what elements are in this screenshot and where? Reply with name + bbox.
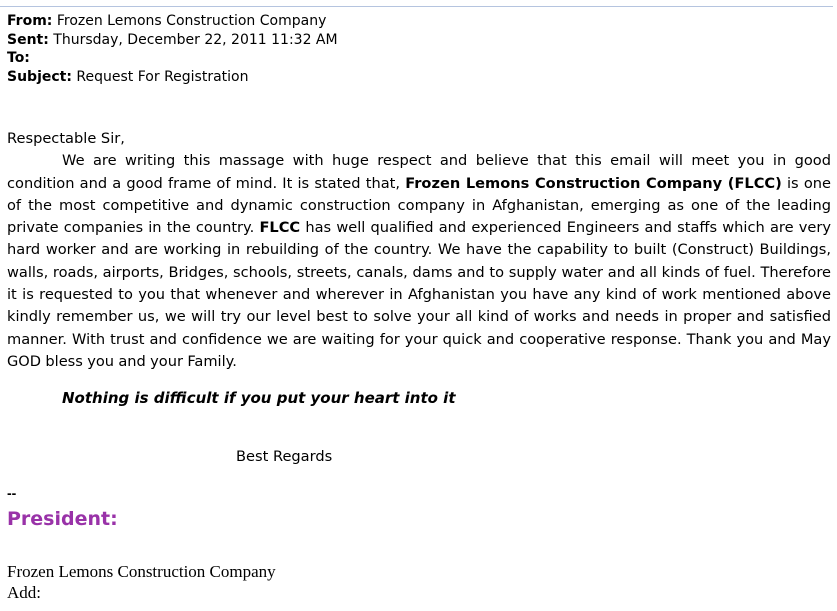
sent-label: Sent:: [7, 31, 49, 48]
from-label: From:: [7, 13, 53, 29]
sent-value: Thursday, December 22, 2011 11:32 AM: [53, 31, 338, 48]
paragraph-text-1: We are writing this massage with huge respect and believe that this email will meet you in good condition and a good frame of mind. It is stated that,: [7, 152, 831, 192]
salutation: Respectable Sir,: [7, 130, 125, 147]
company-name-bold: Frozen Lemons Construction Company (FLCC): [405, 174, 782, 192]
sent-line: [7, 31, 827, 50]
email-header: [7, 12, 827, 86]
signature-address-label: Add:: [7, 583, 41, 602]
signature-company: Frozen Lemons Construction Company: [7, 562, 276, 581]
from-line: [7, 12, 827, 31]
body-paragraph: [7, 150, 831, 373]
to-line: [7, 49, 827, 68]
email-body: [7, 128, 831, 373]
motto: Nothing is difficult if you put your heart into it: [62, 389, 456, 407]
to-label: To:: [7, 50, 30, 66]
closing-regards: Best Regards: [236, 448, 333, 465]
flcc-bold: FLCC: [259, 219, 301, 237]
subject-label: Subject:: [7, 68, 72, 85]
header-divider: [0, 6, 833, 7]
subject-line: [7, 68, 827, 87]
paragraph-text-3: has well qualified and experienced Engineers and staffs which are very hard worker and are working in rebuilding of the country. We have the capability to built (Construct) Buildings, walls, roads, airports, Bridges, schools, streets, canals, dams and to supply water and all kinds of fuel. Therefore it is requested to you that whenever and wherever in Afghanistan you have any kind of work mentioned above kindly remember us, we will try our level best to solve your all kind of works and needs in proper and satisfied manner. With trust and confidence we are waiting for your quick and cooperative response. Thank you and May GOD bless you and your Family.: [7, 219, 831, 370]
from-value: Frozen Lemons Construction Company: [56, 13, 327, 29]
signature-separator: --: [7, 485, 17, 501]
subject-value: Request For Registration: [76, 68, 249, 85]
paragraph-text-2: is one of the most competitive and dynamic construction company in Afghanistan, emerging as one of the leading private companies in the country.: [7, 174, 831, 237]
signature-title: President:: [7, 508, 118, 530]
